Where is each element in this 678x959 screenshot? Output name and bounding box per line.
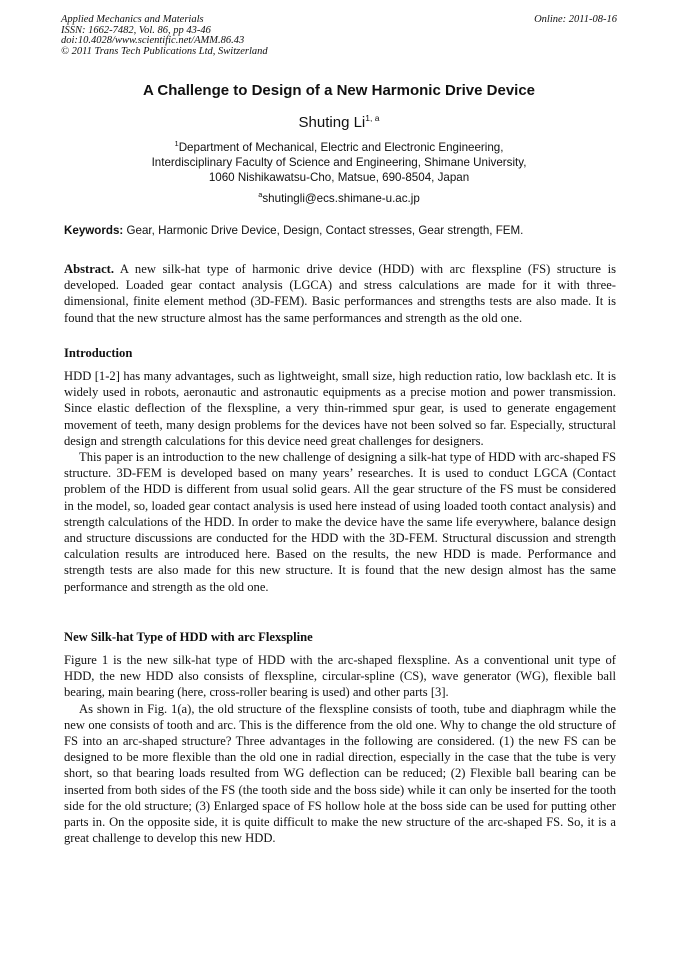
email-marker: a [258, 190, 263, 199]
doi-line[interactable]: doi:10.4028/www.scientific.net/AMM.86.43 [61, 35, 245, 47]
journal-header [61, 15, 617, 57]
keywords-label: Keywords: [64, 224, 124, 237]
section-heading-silk-hat: New Silk-hat Type of HDD with arc Flexspline [64, 630, 313, 644]
paper-title: A Challenge to Design of a New Harmonic Drive Device [142, 82, 536, 99]
abstract [64, 261, 616, 326]
online-date: Online: 2011-08-16 [534, 14, 617, 25]
keywords-text: Gear, Harmonic Drive Device, Design, Contact stresses, Gear strength, FEM. [123, 224, 524, 237]
affiliation-line-3: 1060 Nishikawatsu-Cho, Matsue, 690-8504, Japan [208, 170, 470, 184]
copyright-line: © 2011 Trans Tech Publications Ltd, Switzerland [61, 45, 268, 57]
abstract-label: Abstract. [64, 262, 115, 276]
section-body-silk-hat [64, 652, 616, 846]
section-paragraph-1: Figure 1 is the new silk-hat type of HDD with the arc-shaped flexspline. As a conventional unit type of HDD, the new HDD also consists of flexspline, circular-spline (CS), wave generator (WG), flexible ball bearing, main bearing (here, cross-roller bearing is used) and other parts [3]. [64, 653, 616, 700]
affiliation [0, 137, 678, 185]
author-name: Shuting Li [298, 114, 366, 131]
introduction-paragraph-2: This paper is an introduction to the new challenge of designing a silk-hat type of HDD with arc-shaped FS structure. 3D-FEM is developed based on many years’ researches. It is used to conduct LGCA (Contact problem of the HDD is different from usual solid gears. All the gear structure of the FS must be considered in the model, so, loaded gear contact analysis is used here instead of using loaded tooth contact analysis) and strength calculations of the HDD. In order to make the device have the same life everywhere, balance design and structure discussions are conducted for the HDD with the 3D-FEM. Structural discussion and strength calculation results are introduced here. Based on the results, the new HDD is made. Performance and strength tests are also made for this new structure. It is found that the new design almost has the same performance and strength as the old one. [64, 450, 616, 594]
author-line [0, 113, 678, 131]
affiliation-line-1: Department of Mechanical, Electric and Electronic Engineering, [178, 141, 504, 154]
author-email [0, 190, 678, 205]
abstract-text: A new silk-hat type of harmonic drive device (HDD) with arc flexspline (FS) structure is developed. Loaded gear contact analysis (LGCA) and stress calculations are made for it with three-dimensional, finite element method (3D-FEM). Basic performances and strengths tests are also made. It is found that the new structure almost has the same performances and strength as the old one. [64, 262, 616, 325]
affiliation-marker: 1 [174, 139, 179, 148]
email-address[interactable]: shutingli@ecs.shimane-u.ac.jp [262, 192, 420, 205]
author-affiliation-marker: 1, a [365, 113, 380, 123]
issn-line: ISSN: 1662-7482, Vol. 86, pp 43-46 [61, 24, 211, 36]
introduction-paragraph-1: HDD [1-2] has many advantages, such as lightweight, small size, high reduction ratio, low backlash etc. It is widely used in robots, aeronautic and astronautic equipments as a precise motion and power transmission. Since elastic deflection of the flexspline, a very thin-rimmed spur gear, is used to generate engagement movement of teeth, many design problems for the devices have not been solved so far. Especially, structural design and strength calculations for this device need great challenges for designers. [64, 369, 616, 448]
section-paragraph-2: As shown in Fig. 1(a), the old structure of the flexspline consists of tooth, tube and diaphragm while the new one consists of tooth and arc. This is the difference from the old one. Why to change the old structure of FS into an arc-shaped structure? Three advantages in the following are considered. (1) the new FS can be designed to be more flexible than the old one in radial direction, especially in the case that the tube is very short, so that bearing loads resulted from WG deflection can be reduced; (2) Flexible ball bearing can be inserted from both sides of the FS (the tooth side and the boss side) while it can only be inserted for the tooth side for the old structure; (3) Enlarged space of FS hollow hole at the boss side can be used for putting other parts in. On the opposite side, it is quite difficult to make the new structure of the arc-shaped FS. So, it is a great challenge to develop this new HDD. [64, 701, 616, 846]
affiliation-line-2: Interdisciplinary Faculty of Science and Engineering, Shimane University, [151, 155, 527, 169]
introduction-heading: Introduction [64, 346, 133, 360]
journal-name: Applied Mechanics and Materials [61, 14, 204, 25]
introduction-body [64, 368, 616, 595]
keywords [64, 224, 616, 237]
